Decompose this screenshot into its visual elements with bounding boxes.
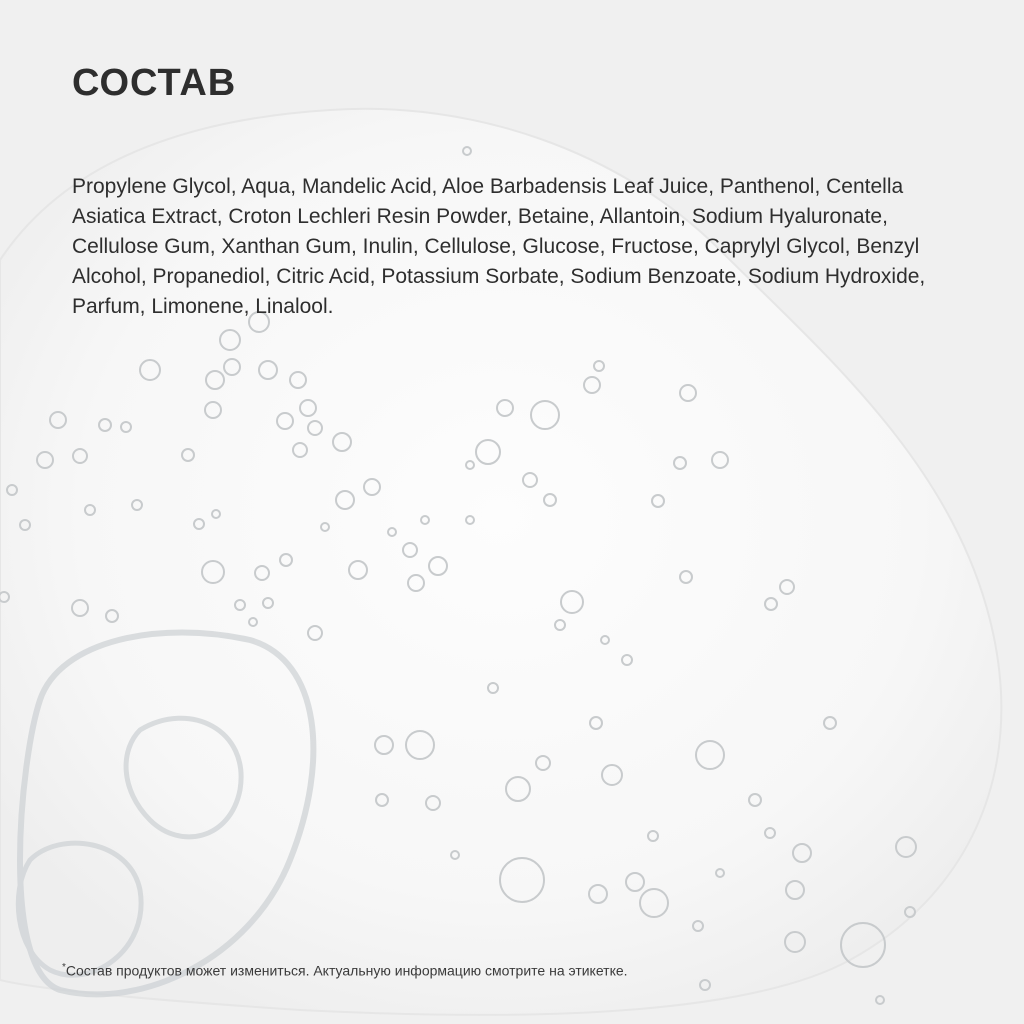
footnote-mark: * <box>62 962 66 973</box>
page-title: СОСТАВ <box>72 62 237 104</box>
ingredients-list: Propylene Glycol, Aqua, Mandelic Acid, Aloe Barbadensis Leaf Juice, Panthenol, Centella Asiatica Extract, Croton Lechleri Resin Powder, Betaine, Allantoin, Sodium Hyaluronate, Cellulose Gum, Xanthan Gum, Inulin, Cellulose, Glucose, Fructose, Caprylyl Glycol, Benzyl Alcohol, Propanediol, Citric Acid, Potassium Sorbate, Sodium Benzoate, Sodium Hydroxide, Parfum, Limonene, Linalool. <box>72 175 926 318</box>
footnote <box>62 962 628 979</box>
footnote-text: Состав продуктов может измениться. Актуальную информацию смотрите на этикетке. <box>65 962 628 979</box>
